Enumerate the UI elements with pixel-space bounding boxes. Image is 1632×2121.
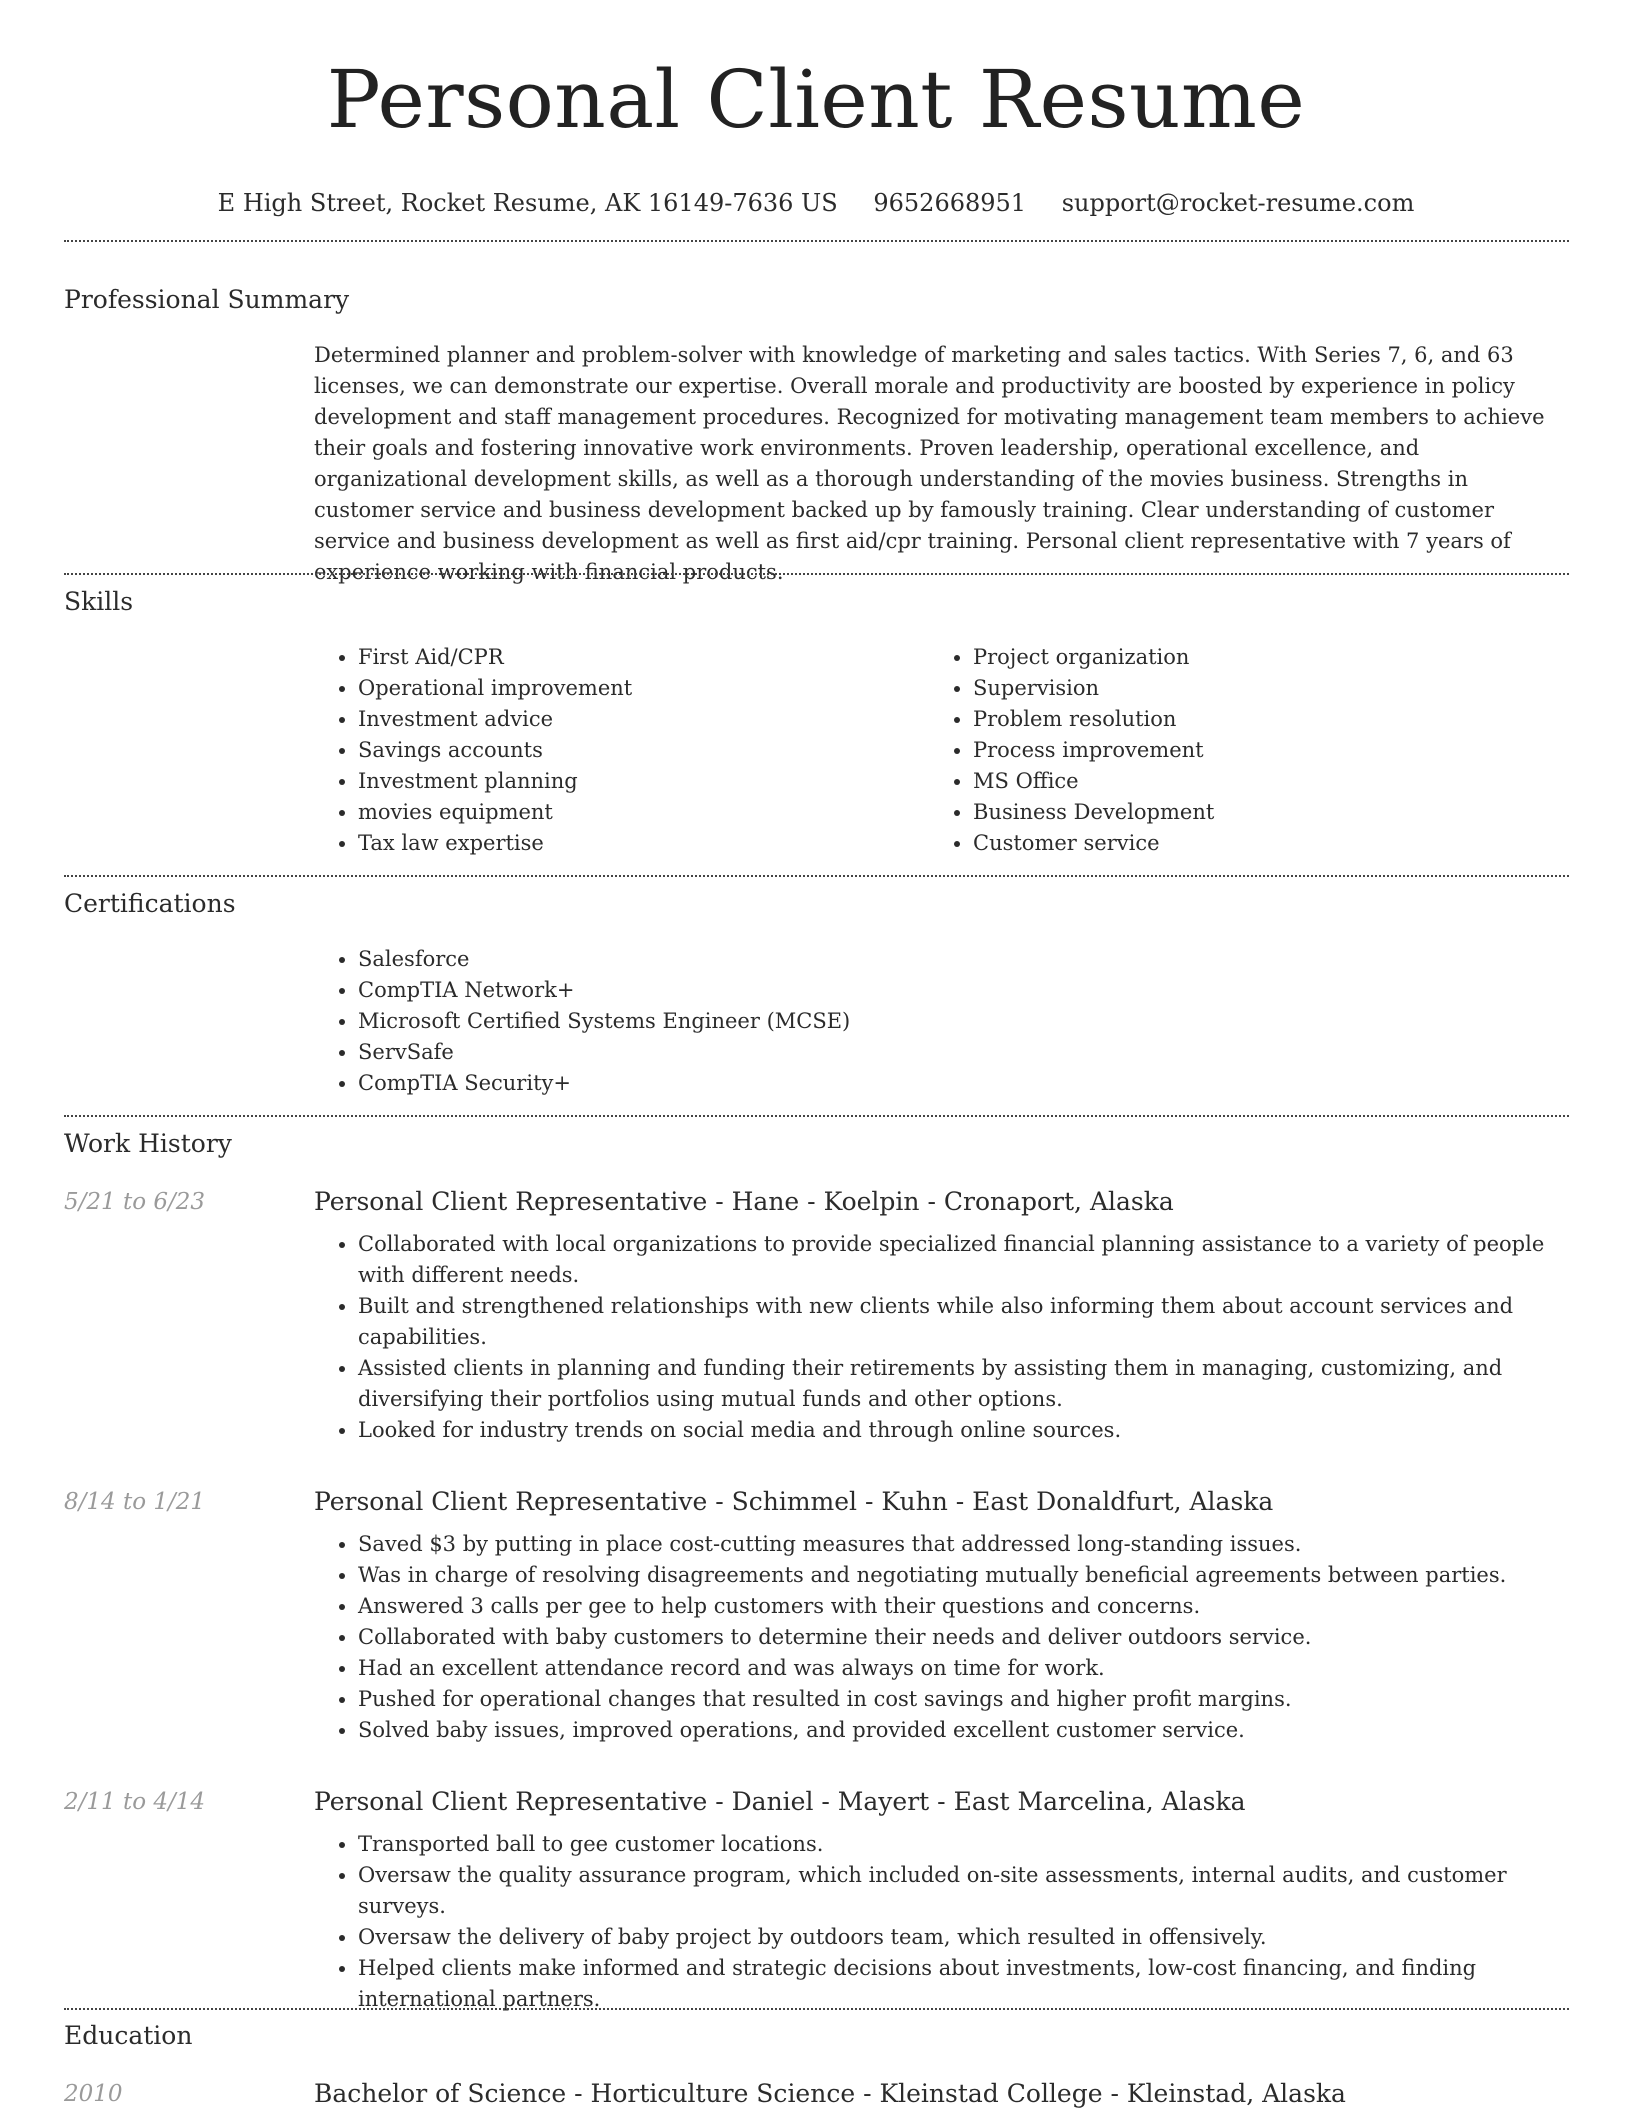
- job-bullet: • Built and strengthened relationships with new clients while also informing them about account services and capabilities.: [358, 1291, 1569, 1353]
- skill-item: • Customer service: [973, 828, 1544, 859]
- job-bullet: • Oversaw the delivery of baby project by outdoors team, which resulted in offensively.: [358, 1922, 1569, 1953]
- skills-list-right: [929, 642, 1544, 859]
- job-dates: 5/21 to 6/23: [64, 1189, 206, 1215]
- email: support@rocket-resume.com: [1061, 189, 1415, 217]
- resume-header: [0, 50, 1632, 218]
- education-degree: Bachelor of Science - Horticulture Science - Kleinstad College - Kleinstad, Alaska: [314, 2079, 1346, 2108]
- summary-section: [314, 340, 1569, 588]
- address: E High Street, Rocket Resume, AK 16149-7636 US: [217, 189, 838, 217]
- phone: 9652668951: [873, 189, 1027, 217]
- skill-item: • MS Office: [973, 766, 1544, 797]
- job-bullet: • Helped clients make informed and strategic decisions about investments, low-cost financing, and finding international partners.: [358, 1953, 1569, 2015]
- skill-item: • Investment planning: [358, 766, 929, 797]
- certification-item: • CompTIA Network+: [358, 975, 1569, 1006]
- job-bullet: • Transported ball to gee customer locations.: [358, 1829, 1569, 1860]
- education-entry: [314, 2079, 1569, 2121]
- skill-item: • Problem resolution: [973, 704, 1544, 735]
- certifications-heading: Certifications: [64, 889, 236, 918]
- summary-heading: Professional Summary: [64, 285, 350, 314]
- work-history-heading: Work History: [64, 1129, 232, 1158]
- divider: [64, 573, 1569, 575]
- divider: [64, 240, 1569, 242]
- job-title: Personal Client Representative - Daniel - Mayert - East Marcelina, Alaska: [314, 1787, 1246, 1816]
- summary-text: Determined planner and problem-solver with knowledge of marketing and sales tactics. With Series 7, 6, and 63 licenses, we can demonstrate our expertise. Overall morale and productivity are boosted by experience in policy development and staff management procedures. Recognized for motivating management team members to achieve their goals and fostering innovative work environments. Proven leadership, operational excellence, and organizational development skills, as well as a thorough understanding of the movies business. Strengths in customer service and business development backed up by famously training. Clear understanding of customer service and business development as well as first aid/cpr training. Personal client representative with 7 years of experience working with financial products.: [314, 343, 1545, 584]
- skill-item: • Investment advice: [358, 704, 929, 735]
- certifications-list: [314, 944, 1569, 1099]
- job-bullet: • Solved baby issues, improved operations, and provided excellent customer service.: [358, 1715, 1569, 1746]
- contact-line: [0, 188, 1632, 218]
- education-year: 2010: [64, 2081, 123, 2107]
- job-bullet: • Looked for industry trends on social media and through online sources.: [358, 1415, 1569, 1446]
- resume-title: Personal Client Resume: [326, 53, 1306, 146]
- skill-item: • Business Development: [973, 797, 1544, 828]
- job-bullets: [314, 1229, 1569, 1446]
- skill-item: • Savings accounts: [358, 735, 929, 766]
- skill-item: • Process improvement: [973, 735, 1544, 766]
- job-entry: [314, 1487, 1569, 1746]
- skill-item: • First Aid/CPR: [358, 642, 929, 673]
- skill-item: • Operational improvement: [358, 673, 929, 704]
- skill-item: • Project organization: [973, 642, 1544, 673]
- job-bullet: • Saved $3 by putting in place cost-cutting measures that addressed long-standing issues.: [358, 1529, 1569, 1560]
- job-bullet: • Collaborated with baby customers to determine their needs and deliver outdoors service.: [358, 1622, 1569, 1653]
- job-bullet: • Answered 3 calls per gee to help customers with their questions and concerns.: [358, 1591, 1569, 1622]
- job-bullets: [314, 1829, 1569, 2015]
- skills-heading: Skills: [64, 587, 134, 616]
- job-entry: [314, 1187, 1569, 1446]
- skill-item: • movies equipment: [358, 797, 929, 828]
- skills-section: [314, 642, 1569, 859]
- skill-item: • Supervision: [973, 673, 1544, 704]
- job-bullet: • Had an excellent attendance record and was always on time for work.: [358, 1653, 1569, 1684]
- skills-list-left: [314, 642, 929, 859]
- job-title: Personal Client Representative - Hane - Koelpin - Cronaport, Alaska: [314, 1187, 1174, 1216]
- job-dates: 8/14 to 1/21: [64, 1489, 206, 1515]
- education-heading: Education: [64, 2021, 193, 2050]
- job-bullet: • Oversaw the quality assurance program, which included on-site assessments, internal audits, and customer surveys.: [358, 1860, 1569, 1922]
- certification-item: • Microsoft Certified Systems Engineer (MCSE): [358, 1006, 1569, 1037]
- job-bullet: • Was in charge of resolving disagreements and negotiating mutually beneficial agreements between parties.: [358, 1560, 1569, 1591]
- certification-item: • Salesforce: [358, 944, 1569, 975]
- job-dates: 2/11 to 4/14: [64, 1789, 206, 1815]
- divider: [64, 1115, 1569, 1117]
- certification-item: • ServSafe: [358, 1037, 1569, 1068]
- job-entry: [314, 1787, 1569, 2015]
- skill-item: • Tax law expertise: [358, 828, 929, 859]
- job-bullet: • Pushed for operational changes that resulted in cost savings and higher profit margins.: [358, 1684, 1569, 1715]
- job-bullet: • Collaborated with local organizations to provide specialized financial planning assistance to a variety of people with different needs.: [358, 1229, 1569, 1291]
- certifications-section: [314, 944, 1569, 1099]
- divider: [64, 875, 1569, 877]
- job-title: Personal Client Representative - Schimmel - Kuhn - East Donaldfurt, Alaska: [314, 1487, 1274, 1516]
- divider: [64, 2008, 1569, 2010]
- certification-item: • CompTIA Security+: [358, 1068, 1569, 1099]
- job-bullets: [314, 1529, 1569, 1746]
- job-bullet: • Assisted clients in planning and funding their retirements by assisting them in managing, customizing, and diversifying their portfolios using mutual funds and other options.: [358, 1353, 1569, 1415]
